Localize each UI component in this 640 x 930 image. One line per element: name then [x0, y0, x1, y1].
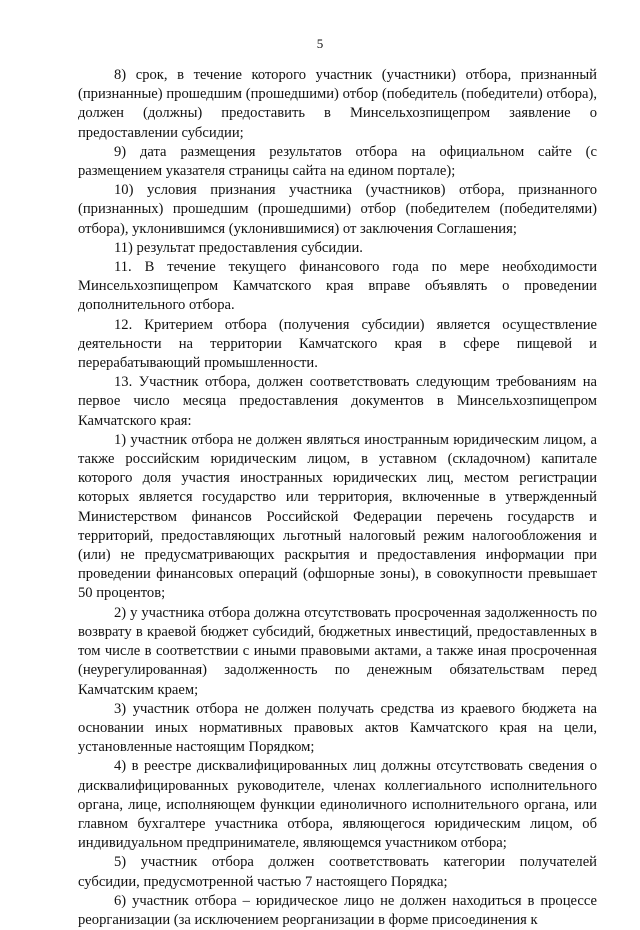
document-body	[78, 66, 597, 930]
paragraph-item-11: 11) результат предоставления субсидии.	[114, 239, 363, 256]
paragraph-item-9: 9) дата размещения результатов отбора на официальном сайте (с размещением указателя страницы сайта на едином портале);	[78, 143, 597, 180]
paragraph-section-12: 12. Критерием отбора (получения субсидии) является осуществление деятельности на территории Камчатского края в сфере пищевой и перерабатывающий промышленности.	[78, 316, 597, 372]
paragraph-section-11: 11. В течение текущего финансового года по мере необходимости Минсельхозпищепром Камчатского края вправе объявлять о проведении дополнительного отбора.	[78, 259, 597, 314]
paragraph-requirement-5: 5) участник отбора должен соответствовать категории получателей субсидии, предусмотренной частью 7 настоящего Порядка;	[78, 854, 597, 890]
paragraph-item-10: 10) условия признания участника (участников) отбора, признанного (признанных) прошедшим (прошедшими) отбор (победителем (победителями) отбора), уклонившимся (уклонившимися) от заключения Соглашения;	[78, 182, 597, 237]
page-number: 5	[316, 36, 324, 51]
paragraph-requirement-2: 2) у участника отбора должна отсутствовать просроченная задолженность по возврату в краевой бюджет субсидий, бюджетных инвестиций, предоставленных в том числе в соответствии с иными правовыми актами, а также иная просроченная (неурегулированная) задолженность по денежным обязательствам перед Камчатским краем;	[78, 604, 597, 698]
paragraph-requirement-3: 3) участник отбора не должен получать средства из краевого бюджета на основании иных нормативных правовых актов Камчатского края на цели, установленные настоящим Порядком;	[78, 700, 597, 756]
paragraph-requirement-4: 4) в реестре дисквалифицированных лиц должны отсутствовать сведения о дисквалифицированных руководителе, членах коллегиального исполнительного органа, лице, исполняющем функции единоличного исполнительного органа, или главном бухгалтере участника отбора, являющегося юридическим лицом, об индивидуальном предпринимателе, являющемся участником отбора;	[78, 758, 597, 852]
paragraph-item-8: 8) срок, в течение которого участник (участники) отбора, признанный (признанные) прошедшим (прошедшими) отбор (победитель (победители) отбора), должен (должны) предоставить в Минсельхозпищепром заявление о предоставлении субсидии;	[78, 67, 597, 141]
paragraph-section-13: 13. Участник отбора, должен соответствовать следующим требованиям на первое число месяца предоставления документов в Минсельхозпищепром Камчатского края:	[78, 374, 597, 429]
paragraph-requirement-6: 6) участник отбора – юридическое лицо не должен находиться в процессе реорганизации (за исключением реорганизации в форме присоединения к	[78, 892, 597, 928]
paragraph-requirement-1: 1) участник отбора не должен являться иностранным юридическим лицом, а также российским юридическим лицом, в уставном (складочном) капитале которого доля участия иностранных юридических лиц, местом регистрации которых является государство или территория, включенные в утвержденный Министерством финансов Российской Федерации перечень государств и территорий, предоставляющих льготный налоговый режим налогообложения и (или) не предусматривающих раскрытия и предоставления информации при проведении финансовых операций (офшорные зоны), в совокупности превышает 50 процентов;	[78, 431, 597, 602]
